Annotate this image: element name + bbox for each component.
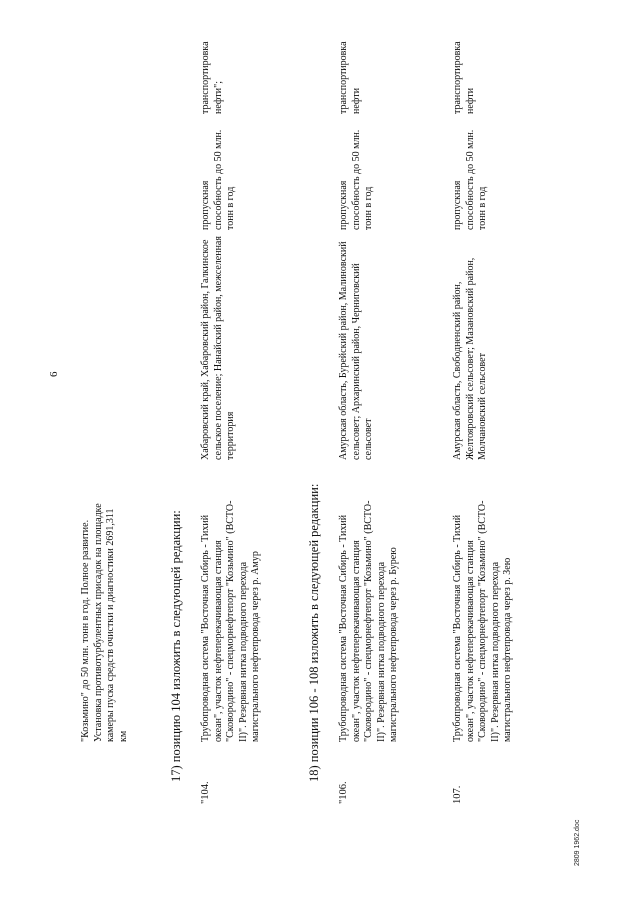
- row-106-capacity: пропускная способность до 50 млн. тонн в год: [338, 129, 374, 230]
- row-107-object: Трубопроводная система "Восточная Сибирь - Тихий океан", участок нефтеперекачивающая станция "Сковородино" - спецморнефтепорт "Козьмино" (ВСТО-II)". Резервная нитка подводного перехода магистрального нефтепровода через р. Зею: [452, 500, 513, 742]
- row-107-number: 107.: [452, 785, 463, 804]
- footer-doc-code: 2809 1962.doc: [574, 819, 581, 866]
- row-106-number: "106.: [338, 781, 349, 804]
- row-106-location: Амурская область, Бурейский район, Малиновский сельсовет; Архаринский район, Черниговский сельсовет: [338, 241, 374, 460]
- row-104-number: "104.: [200, 781, 211, 804]
- row-106-purpose: транспортировка нефти: [338, 41, 362, 114]
- row-107-purpose: транспортировка нефти: [452, 41, 476, 114]
- row-106-object: Трубопроводная система "Восточная Сибирь - Тихий океан", участок нефтеперекачивающая станция "Сковородино" - спецморнефтепорт "Козьмино" (ВСТО-II)". Резервная нитка подводного перехода магистрального нефтепровода через р. Бурею: [338, 500, 399, 742]
- page-number: 6: [48, 371, 60, 377]
- row-104-object: Трубопроводная система "Восточная Сибирь - Тихий океан", участок нефтеперекачивающая станция "Сковородино" - спецморнефтепорт "Козьмино" (ВСТО-II)". Резервная нитка подводного перехода магистрального нефтепровода через р. Амур: [200, 500, 261, 742]
- rotated-content: [40, 41, 600, 852]
- row-104-location: Хабаровский край, Хабаровский район, Галкинское сельское поселение; Нанайский район, межселенная территория: [200, 236, 236, 460]
- row-107-location: Амурская область, Свободненский район, Желтояровский сельсовет; Мазановский район, Молчановский сельсовет: [452, 257, 488, 460]
- intro-continuation-text: "Козьмино" до 50 млн. тонн в год. Полное развитие. Установка противотурбулентных присадок на площадке камеры пуска средств очистки и диагностики 2691,311 км: [80, 503, 129, 742]
- section-17-heading: 17) позицию 104 изложить в следующей редакции:: [169, 510, 183, 782]
- section-18-heading: 18) позиции 106 - 108 изложить в следующей редакции:: [307, 483, 321, 782]
- row-104-purpose: транспортировка нефти";: [200, 41, 224, 114]
- row-107-capacity: пропускная способность до 50 млн. тонн в год: [452, 129, 488, 230]
- row-104-capacity: пропускная способность до 50 млн. тонн в год: [200, 129, 236, 230]
